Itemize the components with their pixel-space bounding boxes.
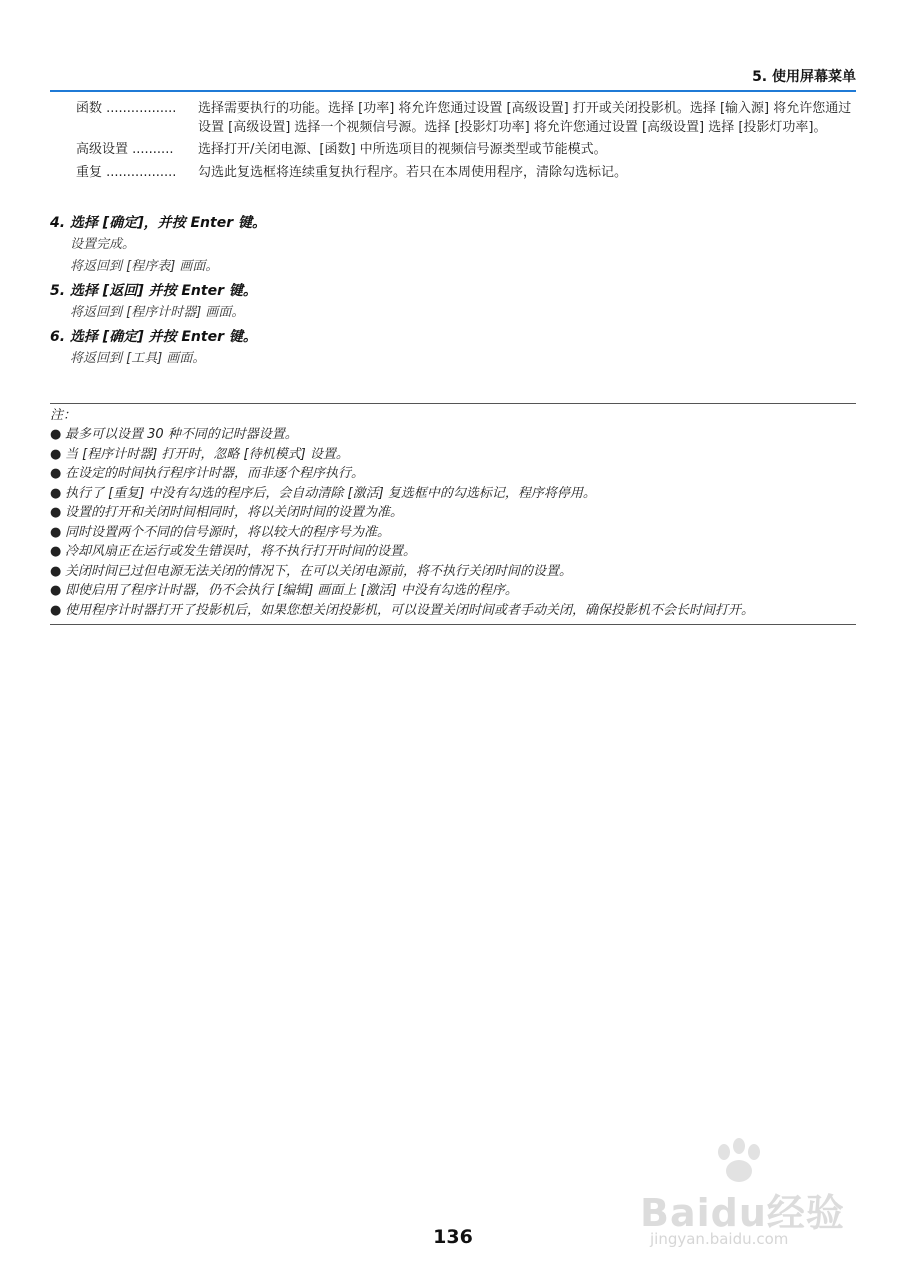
note-item [50,562,856,582]
bullet-icon: ● [50,583,62,598]
definition-list [76,100,858,186]
note-item [50,503,856,523]
note-text: 即使启用了程序计时器，仍不会执行 [编辑] 画面上 [激活] 中没有勾选的程序。 [65,583,518,598]
bullet-icon: ● [50,524,62,540]
bullet-icon: ● [50,505,62,520]
paw-icon [710,1138,770,1184]
note-text: 设置的打开和关闭时间相同时，将以关闭时间的设置为准。 [65,505,404,520]
note-text: 关闭时间已过但电源无法关闭的情况下，在可以关闭电源前，将不执行关闭时间的设置。 [65,563,573,579]
note-text: 当 [程序计时器] 打开时，忽略 [待机模式] 设置。 [65,446,349,462]
definition-term: 重复 ................. [76,164,177,180]
definition-row [76,141,858,160]
step-heading: 4. 选择 [确定]，并按 Enter 键。 [50,215,266,231]
bullet-icon: ● [50,427,62,442]
definition-term: 高级设置 .......... [76,142,174,157]
watermark-logo-text: Baidu经验 [640,1191,845,1235]
definition-term: 函数 ................. [76,101,177,116]
note-item [50,464,856,484]
steps-section [50,210,856,370]
definition-desc: 选择打开/关闭电源、[函数] 中所选项目的视频信号源类型或节能模式。 [198,142,607,157]
bullet-icon: ● [50,485,62,501]
step-line: 设置完成。 [70,237,136,252]
page-number: 136 [433,1226,473,1248]
note-item [50,581,856,601]
step-line: 将返回到 [程序表] 画面。 [70,259,219,274]
note-item [50,445,856,465]
note-item [50,523,856,543]
section-title: 5. 使用屏幕菜单 [752,69,856,85]
note-text: 使用程序计时器打开了投影机后，如果您想关闭投影机，可以设置关闭时间或者手动关闭，确保投影机不会长时间打开。 [65,602,755,618]
bullet-icon: ● [50,544,62,559]
page-header [50,66,856,92]
bullet-icon: ● [50,446,62,462]
note-item [50,601,856,621]
note-item [50,484,856,504]
bullet-icon: ● [50,466,62,481]
bullet-icon: ● [50,602,62,618]
step-line: 将返回到 [程序计时器] 画面。 [70,305,245,320]
step-line: 将返回到 [工具] 画面。 [70,351,206,366]
note-text: 最多可以设置 30 种不同的记时器设置。 [65,427,298,442]
note-text: 同时设置两个不同的信号源时，将以较大的程序号为准。 [65,524,391,540]
step-heading: 5. 选择 [返回] 并按 Enter 键。 [50,283,257,299]
note-item [50,542,856,562]
note-text: 在设定的时间执行程序计时器，而非逐个程序执行。 [65,466,365,481]
definition-row [76,100,858,137]
step-heading: 6. 选择 [确定] 并按 Enter 键。 [50,329,257,345]
bullet-icon: ● [50,563,62,579]
definition-desc: 选择需要执行的功能。选择 [功率] 将允许您通过设置 [高级设置] 打开或关闭投影机。选择 [输入源] 将允许您通过设置 [高级设置] 选择一个视频信号源。选择 [投影灯功率] 将允许您通过设置 [高级设置] 选择 [投影灯功率]。 [198,101,852,135]
note-item [50,425,856,445]
definition-desc: 勾选此复选框将连续重复执行程序。若只在本周使用程序，清除勾选标记。 [198,164,628,180]
note-text: 冷却风扇正在运行或发生错误时，将不执行打开时间的设置。 [65,544,417,559]
definition-row [76,164,858,183]
watermark-url: jingyan.baidu.com [650,1230,789,1248]
notes-heading: 注： [50,408,77,423]
note-text: 执行了 [重复] 中没有勾选的程序后，会自动清除 [激活] 复选框中的勾选标记，程序将停用。 [65,485,596,501]
notes-box [50,403,856,625]
